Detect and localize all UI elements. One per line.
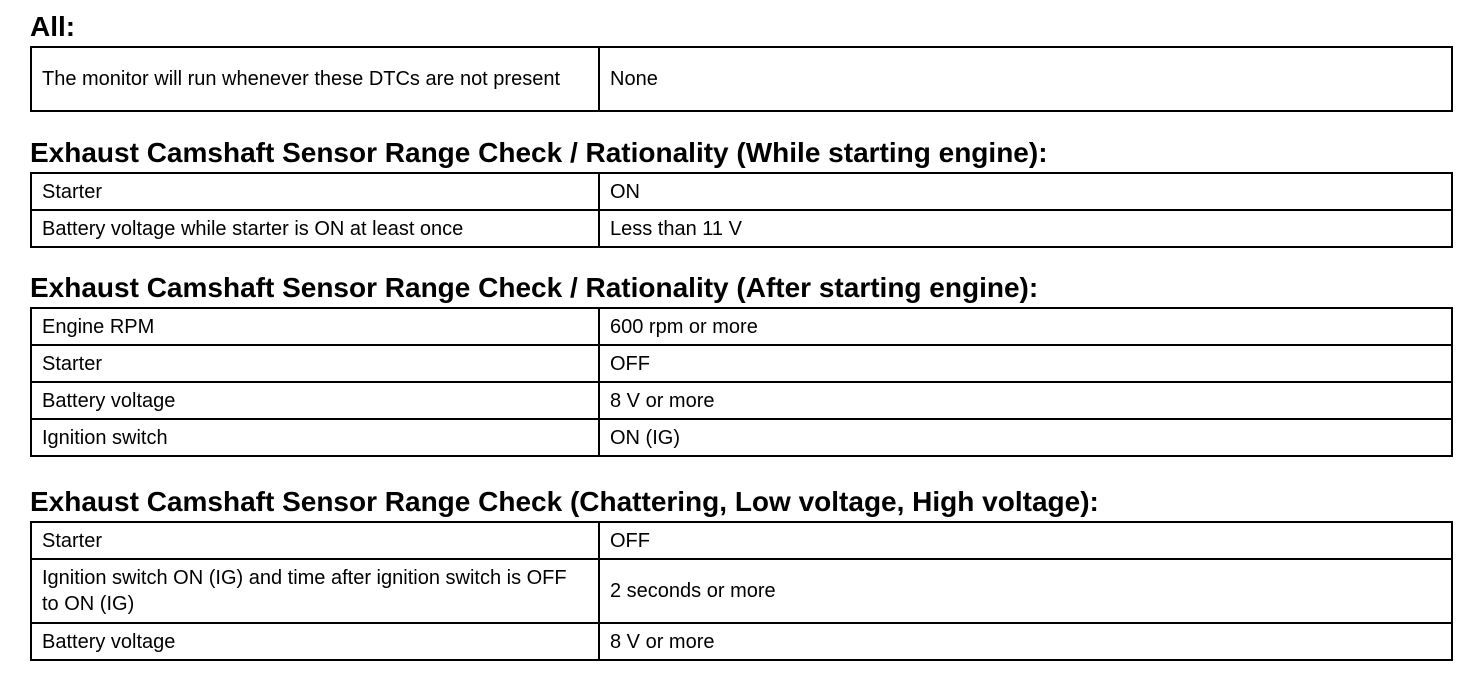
table-row bbox=[31, 623, 1452, 660]
condition-cell: Battery voltage bbox=[31, 623, 599, 660]
section-all bbox=[30, 11, 1453, 112]
section-heading: Exhaust Camshaft Sensor Range Check / Rationality (After starting engine): bbox=[30, 272, 1039, 303]
conditions-table bbox=[30, 46, 1453, 112]
condition-cell: Engine RPM bbox=[31, 308, 599, 345]
value-cell: ON bbox=[599, 173, 1452, 210]
table-row bbox=[31, 559, 1452, 623]
value-cell: Less than 11 V bbox=[599, 210, 1452, 247]
condition-cell: Starter bbox=[31, 345, 599, 382]
condition-cell: The monitor will run whenever these DTCs are not present bbox=[31, 47, 599, 111]
table-row bbox=[31, 308, 1452, 345]
conditions-table bbox=[30, 307, 1453, 457]
section-after-starting-engine bbox=[30, 272, 1453, 457]
condition-cell: Ignition switch ON (IG) and time after ignition switch is OFF to ON (IG) bbox=[31, 559, 599, 623]
section-heading: Exhaust Camshaft Sensor Range Check (Chattering, Low voltage, High voltage): bbox=[30, 486, 1099, 517]
value-cell: OFF bbox=[599, 522, 1452, 559]
condition-cell: Ignition switch bbox=[31, 419, 599, 456]
value-cell: 8 V or more bbox=[599, 382, 1452, 419]
value-cell: 8 V or more bbox=[599, 623, 1452, 660]
table-row bbox=[31, 173, 1452, 210]
section-chattering-low-high-voltage bbox=[30, 486, 1453, 661]
table-row bbox=[31, 47, 1452, 111]
table-row bbox=[31, 419, 1452, 456]
table-row bbox=[31, 382, 1452, 419]
section-heading: Exhaust Camshaft Sensor Range Check / Rationality (While starting engine): bbox=[30, 137, 1048, 168]
condition-cell: Battery voltage bbox=[31, 382, 599, 419]
section-while-starting-engine bbox=[30, 137, 1453, 248]
table-row bbox=[31, 210, 1452, 247]
conditions-table bbox=[30, 521, 1453, 661]
value-cell: ON (IG) bbox=[599, 419, 1452, 456]
table-row bbox=[31, 345, 1452, 382]
condition-cell: Starter bbox=[31, 173, 599, 210]
condition-cell: Battery voltage while starter is ON at least once bbox=[31, 210, 599, 247]
value-cell: 600 rpm or more bbox=[599, 308, 1452, 345]
value-cell: OFF bbox=[599, 345, 1452, 382]
value-cell: 2 seconds or more bbox=[599, 559, 1452, 623]
condition-cell: Starter bbox=[31, 522, 599, 559]
table-row bbox=[31, 522, 1452, 559]
section-heading: All: bbox=[30, 11, 76, 42]
value-cell: None bbox=[599, 47, 1452, 111]
conditions-table bbox=[30, 172, 1453, 248]
